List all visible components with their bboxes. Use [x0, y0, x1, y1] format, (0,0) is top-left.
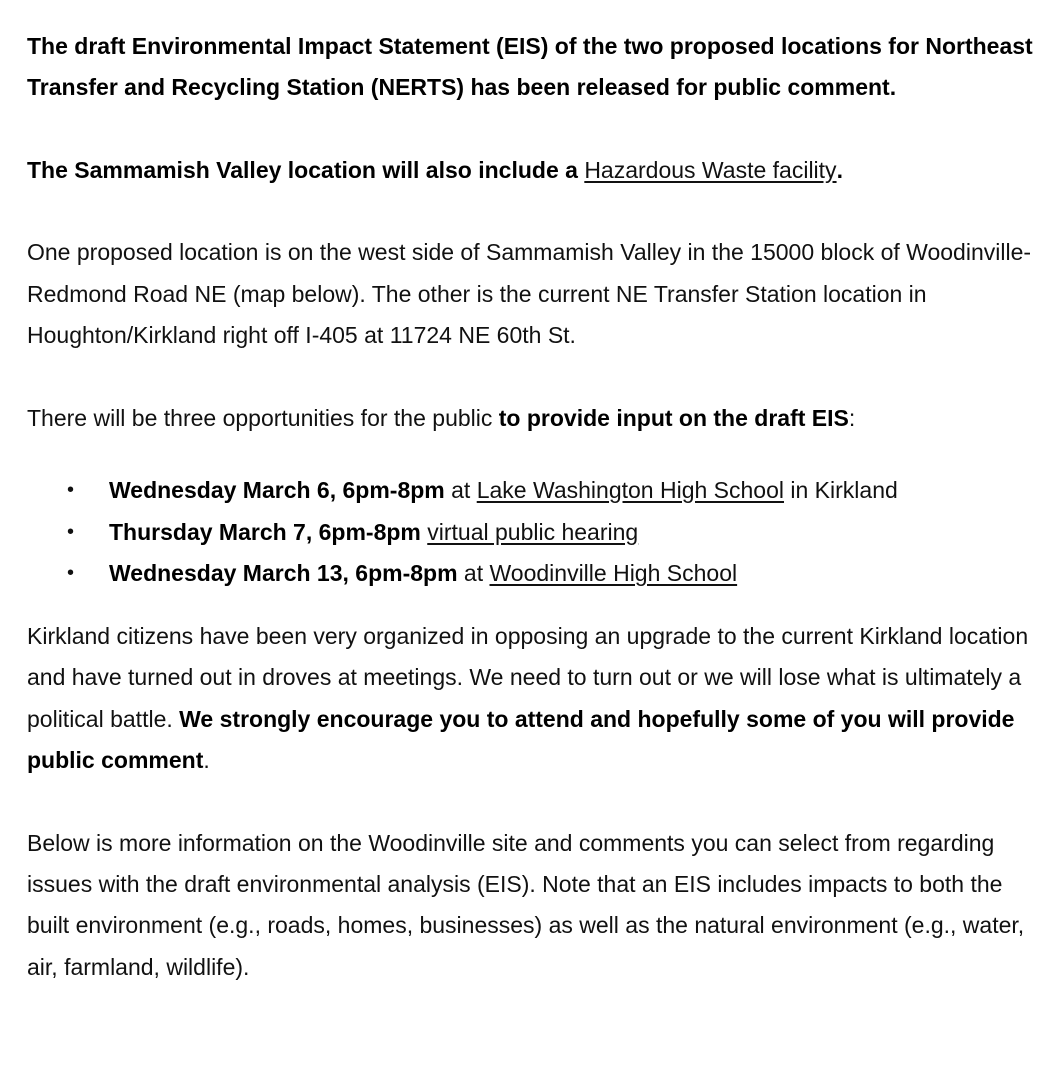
kirkland-paragraph: [27, 616, 1037, 781]
kirkland-text: Kirkland citizens have been very organized in opposing an upgrade to the current Kirkland location and have turned out in droves at meetings. We need to turn out or we will lose what is ultimately a political battle.: [27, 623, 1029, 732]
below-paragraph: Below is more information on the Woodinville site and comments you can select from regarding issues with the draft environmental analysis (EIS). Note that an EIS includes impacts to both the built environment (e.g., roads, homes, businesses) as well as the natural environment (e.g., water, air, farmland, wildlife).: [27, 829, 1025, 980]
lake-washington-high-school-link[interactable]: Lake Washington High School: [476, 477, 784, 504]
hazardous-paragraph: [27, 150, 1037, 191]
meeting-connector: at: [457, 559, 490, 586]
meeting-date: Wednesday March 6, 6pm-8pm: [109, 477, 445, 504]
intro-paragraph: [27, 26, 1037, 109]
locations-paragraph: One proposed location is on the west side of Sammamish Valley in the 15000 block of Woodinville-Redmond Road NE (map below). The other is the current NE Transfer Station location in Houghton/Kirkland right off I-405 at 11724 NE 60th St.: [27, 239, 1032, 349]
bullet-icon: •: [67, 520, 75, 543]
opportunities-prefix: There will be three opportunities for the public: [27, 404, 499, 431]
meeting-date: Wednesday March 13, 6pm-8pm: [109, 559, 458, 586]
list-item: [27, 553, 1037, 594]
opportunities-bold: to provide input on the draft EIS: [498, 404, 849, 431]
meeting-location-suffix: in Kirkland: [784, 477, 898, 504]
virtual-public-hearing-link[interactable]: virtual public hearing: [427, 518, 639, 545]
opportunities-suffix: :: [848, 404, 856, 431]
intro-text: The draft Environmental Impact Statement (EIS) of the two proposed locations for Northeast Transfer and Recycling Station (NERTS) has been released for public comment.: [27, 33, 1033, 101]
kirkland-suffix: .: [203, 747, 210, 774]
list-item: [27, 470, 1037, 511]
hazardous-suffix: .: [836, 156, 843, 183]
meeting-connector: at: [444, 477, 477, 504]
opportunities-paragraph: [27, 398, 1037, 439]
bullet-icon: •: [67, 479, 75, 502]
kirkland-bold: We strongly encourage you to attend and hopefully some of you will provide public comment: [27, 705, 1015, 774]
list-item: [27, 512, 1037, 553]
hazardous-prefix: The Sammamish Valley location will also include a: [27, 156, 585, 183]
hazardous-waste-link[interactable]: Hazardous Waste facility: [584, 156, 837, 183]
meetings-list: [27, 470, 1037, 594]
bullet-icon: •: [67, 561, 75, 584]
meeting-date: Thursday March 7, 6pm-8pm: [109, 518, 421, 545]
woodinville-high-school-link[interactable]: Woodinville High School: [489, 559, 738, 586]
